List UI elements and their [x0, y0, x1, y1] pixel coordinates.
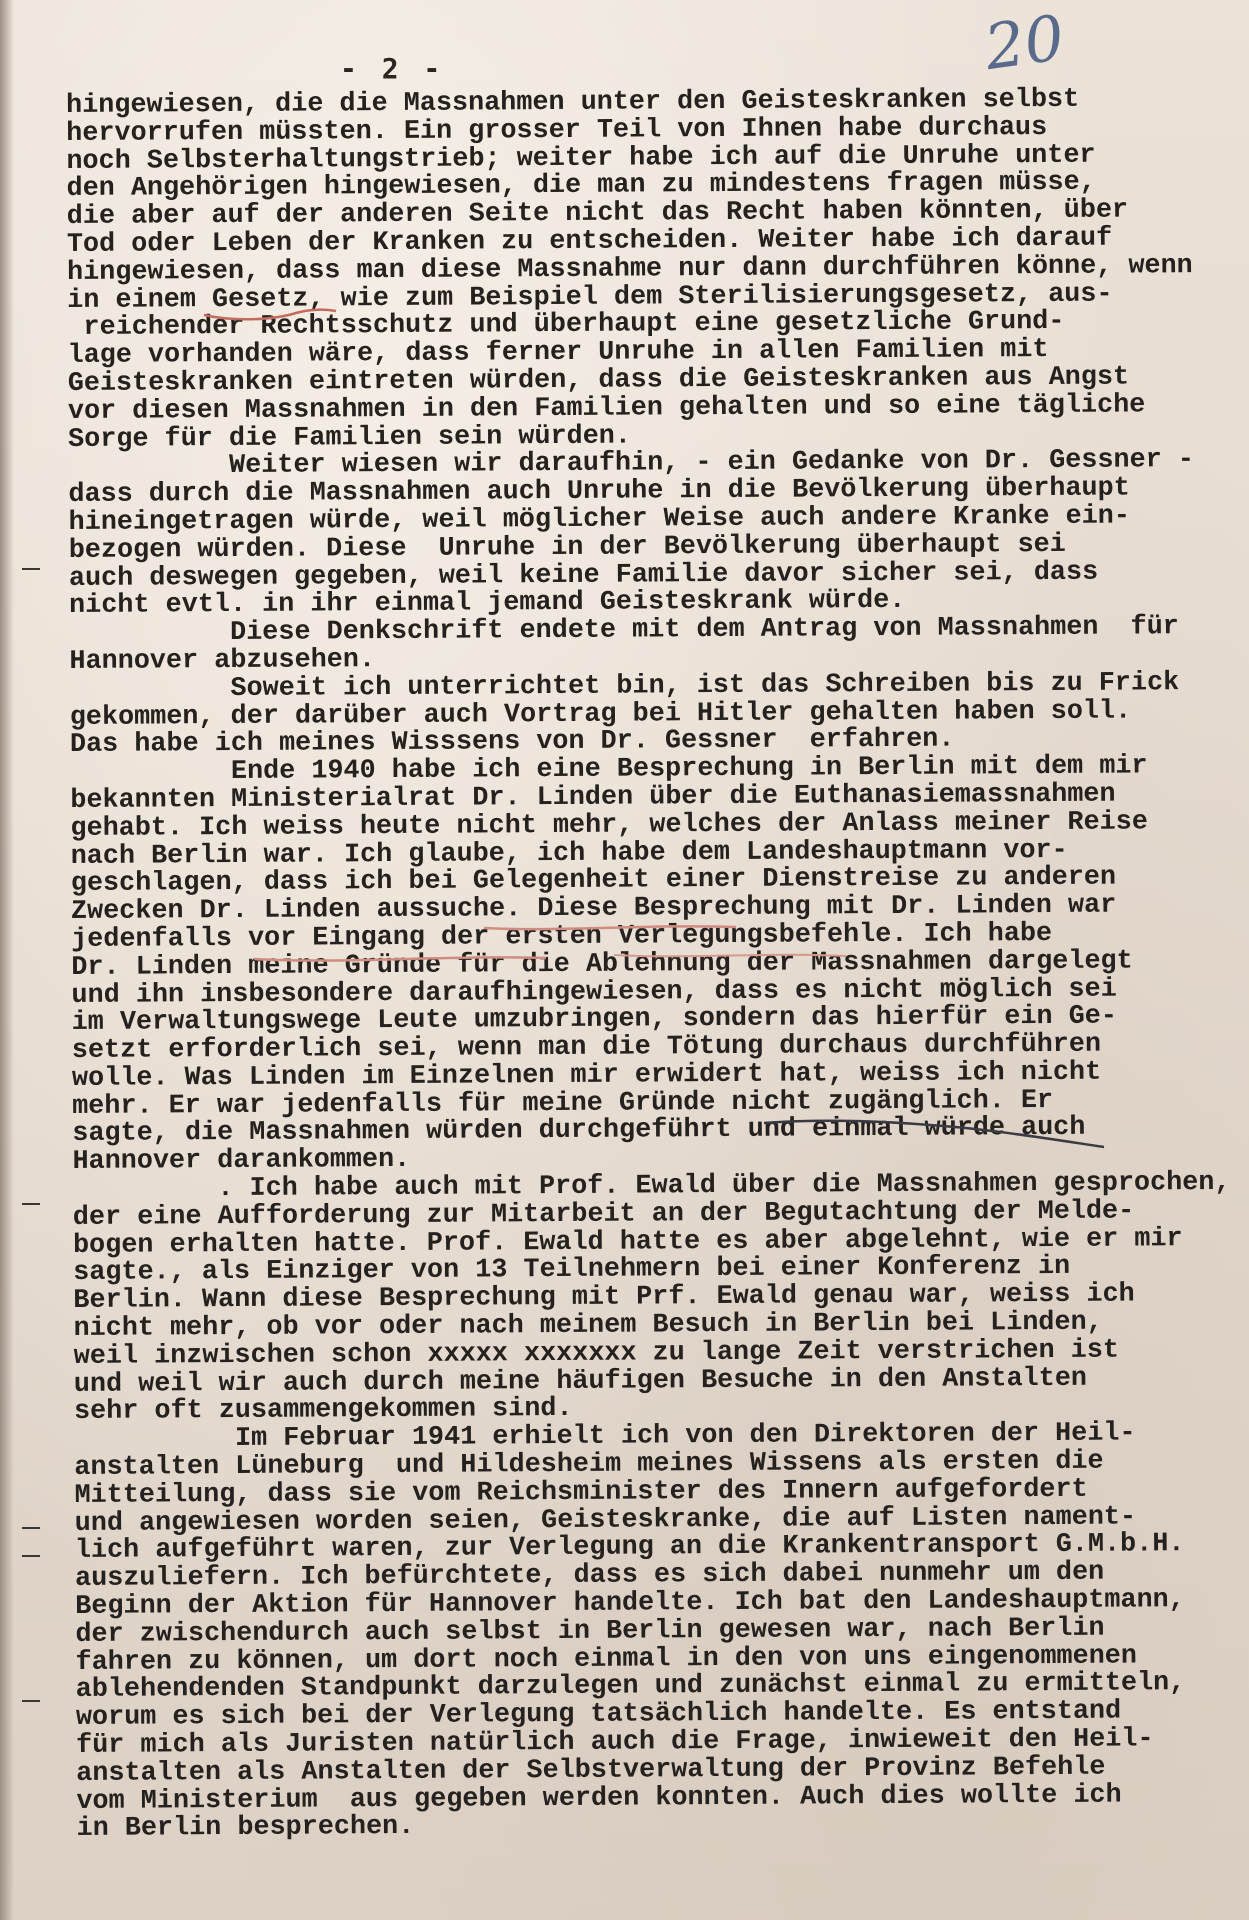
- text-line: auch deswegen gegeben, weil keine Familie davor sicher sei, dass: [68, 557, 1099, 594]
- text-line: hingewiesen, dass man diese Massnahme nur dann durchführen könne, wenn: [67, 250, 1193, 288]
- text-line: Im Februar 1941 erhielt ich von den Direktoren der Heil-: [74, 1418, 1136, 1456]
- text-line: fahren zu können, um dort noch einmal in den von uns eingenommenen: [75, 1641, 1138, 1678]
- text-line: dass durch die Massnahmen auch Unruhe in die Bevölkerung überhaupt: [68, 473, 1130, 511]
- text-line: Mitteilung, dass sie vom Reichsminister des Innern aufgefordert: [74, 1474, 1088, 1511]
- margin-mark: [22, 1555, 40, 1557]
- text-line: bogen erhalten hatte. Prof. Ewald hatte es aber abgelehnt, wie er mir: [72, 1223, 1183, 1261]
- text-line: Soweit ich unterrichtet bin, ist das Schreiben bis zu Frick: [69, 667, 1180, 705]
- text-line: Hannover darankommen.: [72, 1145, 411, 1178]
- text-line: in einem Gesetz, wie zum Beispiel dem Sterilisierungsgesetz, aus-: [67, 279, 1113, 316]
- text-line: mehr. Er war jedenfalls für meine Gründe nicht zugänglich. Er: [72, 1085, 1054, 1122]
- text-line: im Verwaltungswege Leute umzubringen, sondern das hierfür ein Ge-: [71, 1001, 1118, 1039]
- text-line: vor diesen Massnahmen in den Familien gehalten und so eine tägliche: [67, 390, 1146, 427]
- page-number: - 2 -: [340, 52, 445, 85]
- typed-body-text: [65, 84, 1231, 1845]
- page-edge-shadow: [0, 0, 14, 1920]
- text-line: Geisteskranken eintreten würden, dass die Geisteskranken aus Angst: [67, 362, 1130, 399]
- text-line: sagte., als Einziger von 13 Teilnehmern bei einer Konferenz in: [73, 1252, 1071, 1289]
- text-line: Tod oder Leben der Kranken zu entscheiden. Weiter habe ich darauf: [66, 223, 1113, 260]
- text-line: sehr oft zusammengekommen sind.: [73, 1394, 573, 1428]
- text-line: Hannover abzusehen.: [69, 645, 376, 677]
- text-line: bezogen würden. Diese Unruhe in der Bevölkerung überhaupt sei: [68, 529, 1066, 566]
- text-line: nicht mehr, ob vor oder nach meinem Besuch in Berlin bei Linden,: [73, 1307, 1103, 1345]
- text-line: anstalten als Anstalten der Selbstverwaltung der Provinz Befehle: [76, 1752, 1106, 1789]
- text-line: jedenfalls vor Eingang der ersten Verlegungsbefehle. Ich habe: [71, 918, 1053, 955]
- text-line: der zwischendurch auch selbst in Berlin gewesen war, nach Berlin: [75, 1613, 1105, 1650]
- text-line: reichender Rechtsschutz und überhaupt eine gesetzliche Grund-: [67, 307, 1065, 344]
- text-line: für mich als Juristen natürlich auch die Frage, inwieweit den Heil-: [76, 1724, 1154, 1761]
- text-line: Sorge für die Familien sein würden.: [68, 421, 632, 455]
- margin-mark: [22, 1203, 40, 1205]
- text-line: lage vorhanden wäre, dass ferner Unruhe in allen Familien mit: [67, 335, 1049, 372]
- text-line: und weil wir auch durch meine häufigen Besuche in den Anstalten: [73, 1363, 1088, 1400]
- text-line: Berlin. Wann diese Besprechung mit Prf. Ewald genau war, weiss ich: [73, 1279, 1135, 1317]
- text-line: . Ich habe auch mit Prof. Ewald über die Massnahmen gesprochen,: [72, 1167, 1231, 1206]
- margin-mark: [22, 568, 40, 570]
- text-line: nicht evtl. in ihr einmal jemand Geisteskrank würde.: [69, 586, 906, 622]
- text-line: Ende 1940 habe ich eine Besprechung in Berlin mit dem mir: [70, 751, 1148, 789]
- text-line: der eine Aufforderung zur Mitarbeit an der Begutachtung der Melde-: [72, 1196, 1135, 1233]
- text-line: nach Berlin war. Ich glaube, ich habe dem Landeshauptmann vor-: [70, 835, 1068, 872]
- handwritten-folio-number: 20: [980, 0, 1069, 85]
- text-line: setzt erforderlich sei, wenn man die Tötung durchaus durchführen: [71, 1029, 1102, 1067]
- text-line: anstalten Lüneburg und Hildesheim meines Wissens als ersten die: [74, 1446, 1104, 1484]
- text-line: Diese Denkschrift endete mit dem Antrag von Massnahmen für: [69, 612, 1179, 650]
- text-line: hingewiesen, die die Massnahmen unter den Geisteskranken selbst: [65, 84, 1080, 121]
- text-line: Zwecken Dr. Linden aussuche. Diese Besprechung mit Dr. Linden war: [70, 890, 1117, 928]
- text-line: weil inzwischen schon xxxxx xxxxxxx zu lange Zeit verstrichen ist: [73, 1335, 1120, 1372]
- text-line: noch Selbsterhaltungstrieb; weiter habe ich auf die Unruhe unter: [66, 140, 1096, 177]
- text-line: worum es sich bei der Verlegung tatsächlich handelte. Es entstand: [75, 1696, 1122, 1734]
- text-line: gehabt. Ich weiss heute nicht mehr, welches der Anlass meiner Reise: [70, 807, 1148, 844]
- text-line: sagte, die Massnahmen würden durchgeführt und einmal würde auch: [72, 1113, 1086, 1150]
- margin-mark: [22, 1700, 40, 1702]
- text-line: Weiter wiesen wir daraufhin, - ein Gedanke von Dr. Gessner -: [68, 445, 1195, 483]
- text-line: hineingetragen würde, weil möglicher Weise auch andere Kranke ein-: [68, 501, 1131, 538]
- text-line: auszuliefern. Ich befürchtete, dass es sich dabei nunmehr um den: [74, 1557, 1105, 1595]
- text-line: den Angehörigen hingewiesen, die man zu mindestens fragen müsse,: [66, 168, 1096, 205]
- text-line: bekannten Ministerialrat Dr. Linden über die Euthanasiemassnahmen: [70, 779, 1116, 816]
- text-line: wolle. Was Linden im Einzelnen mir erwidert hat, weiss ich nicht: [71, 1057, 1102, 1094]
- text-line: gekommen, der darüber auch Vortrag bei Hitler gehalten haben soll.: [69, 696, 1132, 733]
- text-line: und angewiesen worden seien, Geisteskranke, die auf Listen nament-: [74, 1502, 1137, 1539]
- text-line: in Berlin besprechen.: [76, 1812, 415, 1845]
- margin-mark: [22, 1527, 40, 1529]
- text-line: lich aufgeführt waren, zur Verlegung an die Krankentransport G.M.b.H.: [74, 1529, 1185, 1567]
- text-line: die aber auf der anderen Seite nicht das Recht haben könnten, über: [66, 195, 1129, 233]
- margin-marks: [22, 0, 52, 1920]
- text-line: Dr. Linden meine Gründe für die Ablehnung der Massnahmen dargelegt: [71, 946, 1133, 983]
- text-line: Das habe ich meines Wisssens von Dr. Gessner erfahren.: [69, 724, 955, 761]
- text-line: geschlagen, dass ich bei Gelegenheit einer Dienstreise zu anderen: [70, 862, 1117, 900]
- text-line: und ihn insbesondere daraufhingewiesen, dass es nicht möglich sei: [71, 974, 1117, 1011]
- text-line: Beginn der Aktion für Hannover handelte. Ich bat den Landeshauptmann,: [75, 1585, 1185, 1623]
- text-line: ablehendenden Standpunkt darzulegen und zunächst einmal zu ermitteln,: [75, 1668, 1186, 1706]
- text-line: hervorrufen müssten. Ein grosser Teil von Ihnen habe durchaus: [66, 112, 1048, 149]
- text-line: vom Ministerium aus gegeben werden konnten. Auch dies wollte ich: [76, 1780, 1122, 1817]
